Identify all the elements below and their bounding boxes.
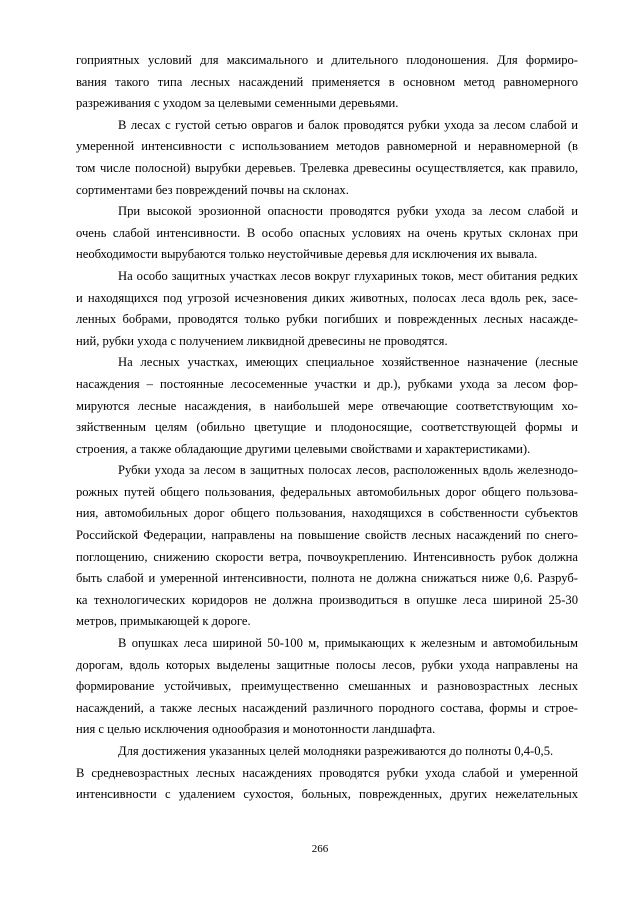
text-line: очень слабой интенсивности. В особо опасных условиях на очень крутых склонах при: [76, 225, 578, 240]
text-line: дорогам, вдоль которых выделены защитные полосы лесов, рубки ухода направлены на: [76, 657, 578, 672]
text-line: умеренной интенсивности с использованием методов равномерной и неравномерной (в: [76, 139, 578, 154]
text-line: строения, а также обладающие другими целевыми свойствами и характеристиками).: [76, 441, 531, 456]
text-line: Рубки ухода за лесом в защитных полосах лесов, расположенных вдоль железнодо-: [118, 463, 578, 478]
text-line: быть слабой и умеренной интенсивности, полнота не должна снижаться ниже 0,6. Разруб-: [76, 571, 578, 586]
text-line: ния, автомобильных дорог общего пользования, находящихся в собственности субъектов: [76, 506, 578, 521]
paragraph-2: [76, 115, 578, 201]
text-line: Российской Федерации, направлены на повышение свойств лесных насаждений по снего-: [76, 528, 578, 543]
text-line: На особо защитных участках лесов вокруг глухариных токов, мест обитания редких: [118, 268, 578, 283]
paragraph-8: [76, 741, 578, 806]
text-line: ний, рубки ухода с получением ликвидной древесины не проводятся.: [76, 333, 448, 348]
text-line: В средневозрастных лесных насаждениях проводятся рубки ухода слабой и умеренной: [76, 765, 578, 780]
text-line: В лесах с густой сетью оврагов и балок проводятся рубки ухода за лесом слабой и: [118, 117, 578, 132]
paragraph-6: [76, 460, 578, 633]
text-line: При высокой эрозионной опасности проводятся рубки ухода за лесом слабой и: [118, 204, 578, 219]
text-line: поглощению, снижению скорости ветра, почвоукреплению. Интенсивность рубок должна: [76, 549, 578, 564]
paragraph-7: [76, 633, 578, 741]
text-line: интенсивности с удалением сухостоя, больных, поврежденных, других нежелательных: [76, 787, 578, 802]
text-line: том числе полосной) вырубки деревьев. Трелевка древесины осуществляется, как правило,: [76, 160, 578, 175]
text-line: и находящихся под угрозой исчезновения диких животных, полосах леса вдоль рек, засе-: [76, 290, 578, 305]
text-line: метров, примыкающей к дороге.: [76, 614, 251, 629]
text-line: сортиментами без повреждений почвы на склонах.: [76, 182, 349, 197]
text-line: гоприятных условий для максимального и длительного плодоношения. Для формиро-: [76, 53, 578, 67]
text-line: необходимости вырубаются только неустойчивые деревья для исключения их вывала.: [76, 247, 538, 262]
text-line: ка технологических коридоров не должна производиться в опушке леса шириной 25-30: [76, 592, 578, 607]
text-line: ния с целью исключения однообразия и монотонности ландшафта.: [76, 722, 436, 737]
text-line: Для достижения указанных целей молодняки разреживаются до полноты 0,4-0,5.: [118, 744, 554, 758]
text-line: ленных бобрами, проводятся только рубки погибших и поврежденных лесных насажде-: [76, 312, 578, 327]
text-line: вания такого типа лесных насаждений применяется в основном метод равномерного: [76, 74, 578, 89]
paragraph-1: [76, 50, 578, 115]
text-line: В опушках леса шириной 50-100 м, примыкающих к железным и автомобильным: [118, 636, 578, 651]
text-line: рожных путей общего пользования, федеральных автомобильных дорог общего пользова-: [76, 484, 578, 499]
text-line: На лесных участках, имеющих специальное хозяйственное назначение (лесные: [118, 355, 578, 370]
text-line: разреживания с уходом за целевыми семенными деревьями.: [76, 96, 399, 111]
page-number: 266: [311, 843, 329, 855]
paragraph-4: [76, 266, 578, 352]
text-line: насаждения – постоянные лесосеменные участки и др.), рубками ухода за лесом фор-: [76, 376, 578, 391]
text-line: насаждений, а также лесных насаждений различного породного состава, формы и строе-: [76, 700, 578, 715]
paragraph-3: [76, 201, 578, 266]
text-line: зяйственным целям (обильно цветущие и плодоносящие, соответствующей формы и: [76, 420, 578, 435]
paragraph-5: [76, 352, 578, 460]
text-line: формирование устойчивых, преимущественно смешанных и разновозрастных лесных: [76, 679, 578, 694]
text-line: мируются лесные насаждения, в наибольшей мере отвечающие соответствующим хо-: [76, 398, 578, 413]
page-body: [76, 50, 578, 806]
